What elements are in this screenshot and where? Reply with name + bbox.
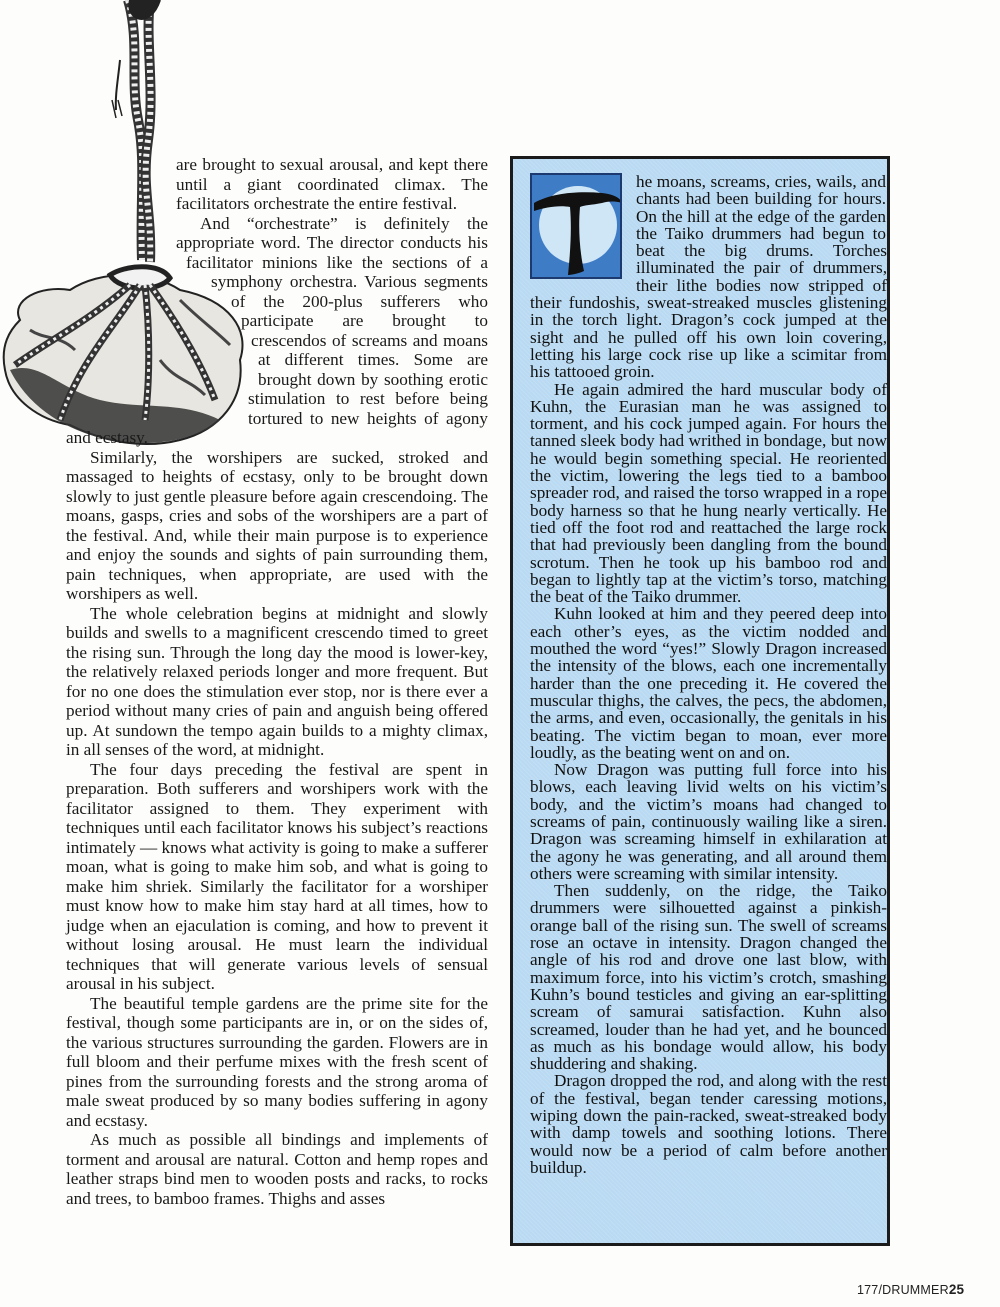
wrap-spacer [66,292,231,312]
wrap-spacer [66,155,176,175]
paragraph: And “orchestrate” is definitely the appropriate word. The director conducts his facilitator minions like the sections of a symphony orchestra. Various segments of the 200-plus sufferers who participate are brought to crescendos of screams and moans at different times. Some are brought down by soothing erotic stimulation to rest before being tortured to new heights of agony and ecstasy. [66,213,488,447]
wrap-spacer [66,311,241,331]
wrap-spacer [66,389,248,409]
wrap-spacer [66,370,258,390]
wrap-spacer [66,409,248,429]
dropcap-t [530,173,622,279]
paragraph: The beautiful temple gardens are the prime site for the festival, though some participants are in, or on the sides of, the various structures surrounding the garden. Flowers are in full bloom and their perfume mixes with the fresh scent of pines from the surrounding forests and the strong aroma of male sweat produced by so many bodies suffering in agony and ecstasy. [66,993,488,1130]
dropcap-letter-t-icon [532,175,622,279]
sidebar-paragraph: He again admired the hard muscular body of Kuhn, the Eurasian man he was assigned to torment, and his cock jumped again. For hours the tanned sleek body had writhed in bondage, but now he would begin something special. He reoriented the victim, lowering the legs tied to a bamboo spreader rod, and raised the torso wrapped in a rope body harness so that he hung nearly vertically. He tied off the foot rod and reattached the large rock that had previously been dangling from the bound scrotum. Then he took up his bamboo rod and began to lightly tap at the victim’s torso, matching the beat of the Taiko drummer. [530,379,887,607]
wrap-spacer [66,331,251,351]
issue-publication: 177/DRUMMER [857,1283,949,1297]
sidebar-paragraph: Then suddenly, on the ridge, the Taiko drummers were silhouetted against a pinkish-orange ball of the rising sun. The swell of screams rose an octave in intensity. Dragon changed the angle of his rod and drove one last blow, with maximum force, into his victim’s crotch, smashing Kuhn’s bound testicles and giving an ear-splitting scream of samurai satisfaction. Kuhn also screamed, louder than he had yet, and he bounced as much as his bondage would allow, his body shuddering and shaking. [530,881,887,1074]
article-body-left [66,155,488,1208]
wrap-spacer [66,350,258,370]
paragraph: are brought to sexual arousal, and kept there until a giant coordinated climax. The facilitators orchestrate the entire festival. [176,155,488,213]
sidebar-story-box [510,156,890,1246]
wrap-spacer [66,253,186,273]
dropcap-line-spacer [886,173,887,225]
paragraph: The four days preceding the festival are spent in preparation. Both sufferers and worshipers work with the facilitator assigned to them. They experiment with techniques until each facilitator knows his subject’s reactions intimately — knows what activity is going to make a sufferer moan, what is going to make him sob, and what is going to make him shriek. Similarly the facilitator for a worshiper must know how to make him stay hard at all times, how to judge when an ejaculation is coming, and how to prevent it without losing arousal. He must learn the individual techniques that will generate various levels of sensual arousal in his subject. [66,759,488,993]
wrap-spacer [66,175,176,195]
paragraph: The whole celebration begins at midnight and slowly builds and swells to a magnificent crescendo timed to greet the rising sun. Through the long day the mood is lower-key, the relatively relaxed periods longer and more frequent. But for no one does the stimulation ever stop, nor is there ever a period without many cries of pain and anguish being offered up. At sundown the tempo again builds to a mighty climax, in all senses of the word, at midnight. [66,603,488,759]
wrap-spacer [66,214,176,234]
page-folio [857,1282,964,1297]
sidebar-paragraph: Kuhn looked at him and they peered deep into each other’s eyes, as the victim nodded and mouthed the word “yes!” Slowly Dragon increased the intensity of the blows, each one incrementally harder than the one preceding it. He covered the muscular thighs, the calves, the pecs, the abdomen, the arms, and even, occasionally, the genitals in his beating. The victim began to moan, ever more loudly, as the beating went on and on. [530,604,887,762]
sidebar-paragraph: Dragon dropped the rod, and along with the rest of the festival, began tender caressing motions, wiping down the pain-racked, sweat-streaked body with damp towels and soothing lotions. There would now be a period of calm before another buildup. [530,1071,887,1177]
wrap-spacer [66,233,176,253]
wrap-spacer [66,194,176,214]
wrap-spacer [66,272,211,292]
sidebar-paragraph: he moans, screams, cries, wails, and chants had been building for hours. On the hill at the edge of the garden the Taiko drummers had begun to beat the big drums. Torches illuminated the pair of drummers, their lithe bodies now stripped of their fundoshis, sweat-streaked muscles glistening in the torch light. Dragon’s cock jumped at the sight and he pulled off his own loin covering, letting his large cock rise up like a scimitar from his tattooed groin. [530,172,887,382]
paragraph: As much as possible all bindings and implements of torment and arousal are natural. Cotton and hemp ropes and leather straps bind men to wooden posts and racks, to rocks and trees, to bamboo frames. Thighs and asses [66,1130,488,1208]
paragraph: Similarly, the worshipers are sucked, stroked and massaged to heights of ecstasy, only to be brought down slowly to just gentle pleasure before again crescendoing. The moans, gasps, cries and sobs of the worshipers are a part of the festival. And, while their main purpose is to experience and enjoy the sounds and sights of pain surrounding them, pain techniques, when appropriate, are used with the worshipers as well. [66,447,488,603]
page-number: 25 [948,1282,965,1297]
sidebar-paragraph: Now Dragon was putting full force into his blows, each leaving livid welts on his victim’s body, and the victim’s moans had changed to screams of pain, continuously wailing like a siren. Dragon was screaming himself in exhilaration at the agony he was generating, and all around them others were screaming with similar intensity. [530,760,887,883]
sidebar-story-text [530,173,887,1176]
